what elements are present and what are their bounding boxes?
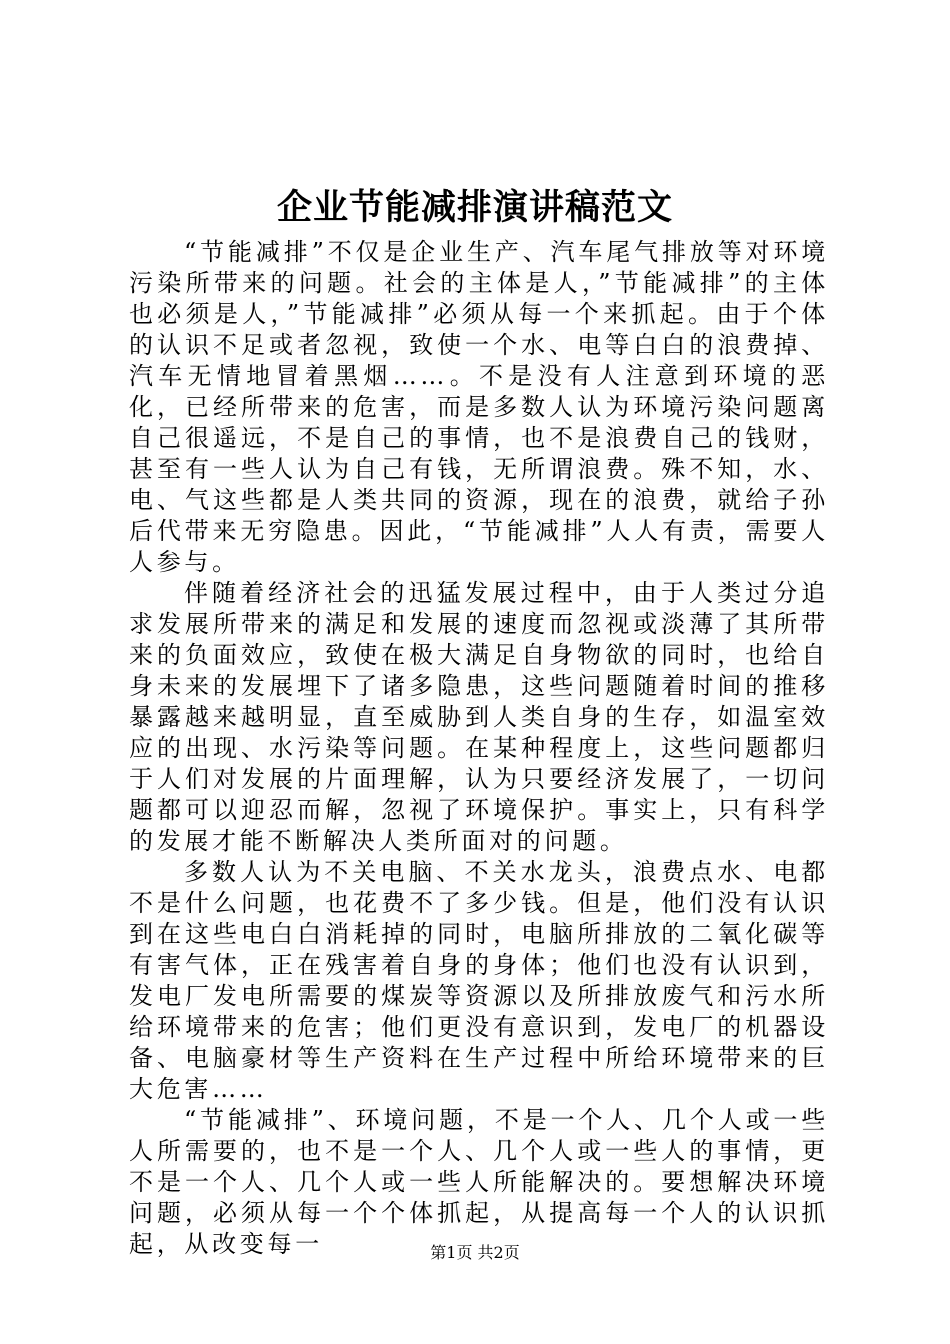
page-number-footer: 第1页 共2页 (430, 1243, 520, 1262)
document-body (129, 237, 829, 1260)
document-title: 企业节能减排演讲稿范文 (276, 187, 673, 228)
paragraph-2: 伴随着经济社会的迅猛发展过程中，由于人类过分追求发展所带来的满足和发展的速度而忽视或淡薄了其所带来的负面效应，致使在极大满足自身物欲的同时，也给自身未来的发展埋下了诸多隐患，这些问题随着时间的推移暴露越来越明显，直至威胁到人类自身的生存，如温室效应的出现、水污染等问题。在某种程度上，这些问题都归于人们对发展的片面理解，认为只要经济发展了，一切问题都可以迎忍而解，忽视了环境保护。事实上，只有科学的发展才能不断解决人类所面对的问题。 (129, 579, 829, 855)
paragraph-3: 多数人认为不关电脑、不关水龙头，浪费点水、电都不是什么问题，也花费不了多少钱。但是，他们没有认识到在这些电白白消耗掉的同时，电脑所排放的二氧化碳等有害气体，正在残害着自身的身体；他们也没有认识到，发电厂发电所需要的煤炭等资源以及所排放废气和污水所给环境带来的危害；他们更没有意识到，发电厂的机器设备、电脑豪材等生产资料在生产过程中所给环境带来的巨大危害…… (129, 858, 829, 1103)
paragraph-4: “节能减排”、环境问题，不是一个人、几个人或一些人所需要的，也不是一个人、几个人或一些人的事情，更不是一个人、几个人或一些人所能解决的。要想解决环境问题，必须从每一个个体抓起，从提高每一个人的认识抓起，从改变每一 (129, 1106, 829, 1258)
paragraph-1: “节能减排”不仅是企业生产、汽车尾气排放等对环境污染所带来的问题。社会的主体是人，”节能减排”的主体也必须是人，”节能减排”必须从每一个来抓起。由于个体的认识不足或者忽视，致使一个水、电等白白的浪费掉、汽车无情地冒着黑烟……。不是没有人注意到环境的恶化，已经所带来的危害，而是多数人认为环境污染问题离自己很遥远，不是自己的事情，也不是浪费自己的钱财，甚至有一些人认为自己有钱，无所谓浪费。殊不知，水、电、气这些都是人类共同的资源，现在的浪费，就给子孙后代带来无穷隐患。因此，“节能减排”人人有责，需要人人参与。 (129, 238, 829, 576)
